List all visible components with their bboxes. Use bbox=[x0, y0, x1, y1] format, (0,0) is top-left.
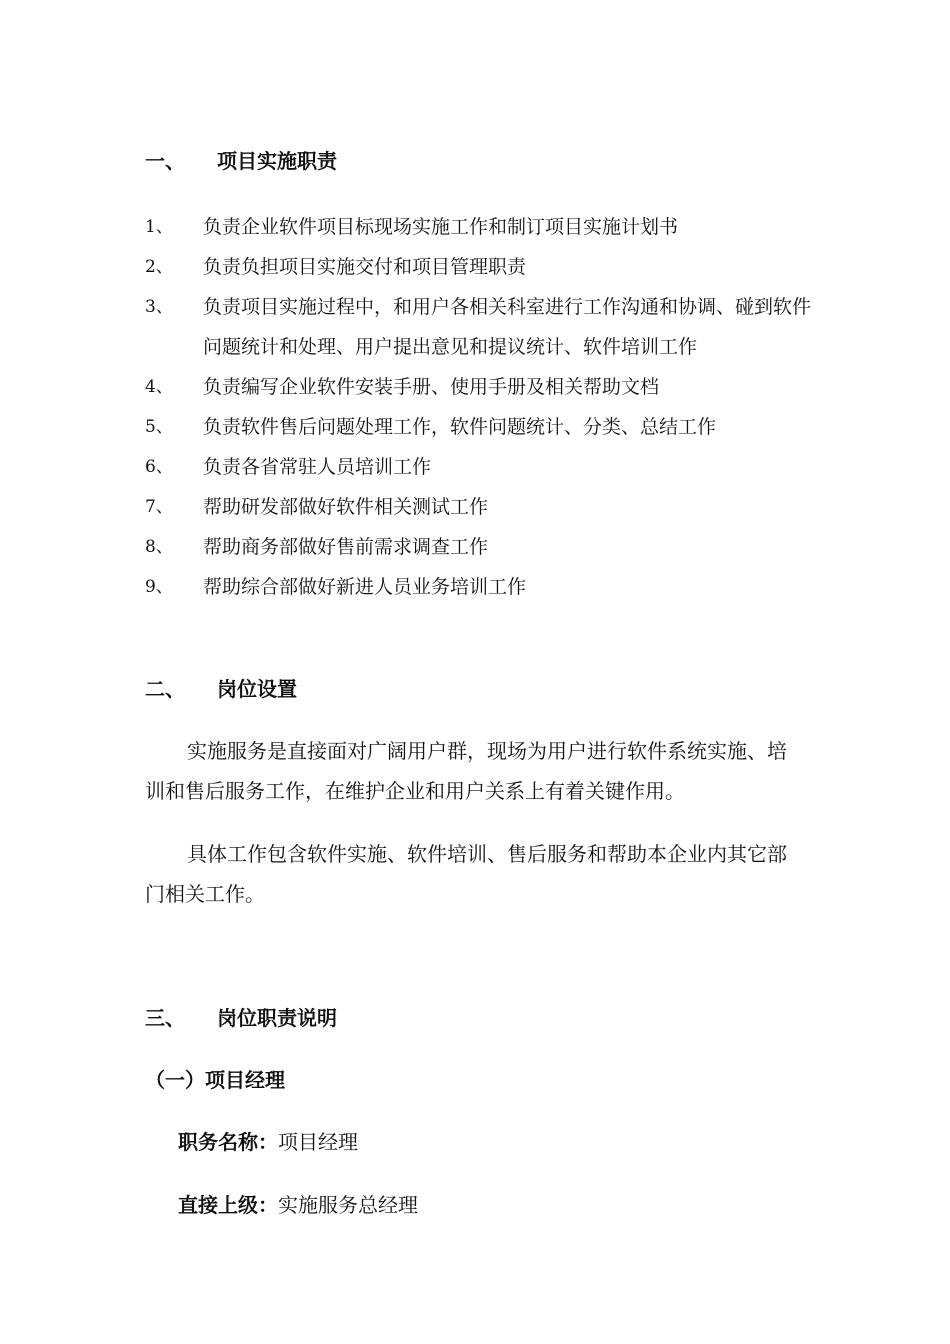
responsibility-list bbox=[145, 207, 825, 607]
list-item bbox=[145, 247, 825, 287]
section-3-number: 三、 bbox=[145, 1006, 185, 1030]
body-paragraph: 具体工作包含软件实施、软件培训、售后服务和帮助本企业内其它部门相关工作。 bbox=[145, 842, 787, 906]
list-item-index: 5、 bbox=[145, 417, 173, 437]
field-label: 职务名称： bbox=[178, 1130, 278, 1154]
list-item-text: 负责项目实施过程中，和用户各相关科室进行工作沟通和协调、碰到软件问题统计和处理、用户提出意见和提议统计、软件培训工作 bbox=[203, 296, 812, 358]
section-2-title: 岗位设置 bbox=[217, 677, 297, 701]
section-3-title: 岗位职责说明 bbox=[217, 1006, 337, 1030]
section-2-heading bbox=[145, 677, 297, 701]
list-item bbox=[145, 487, 825, 527]
job-title-field bbox=[178, 1130, 358, 1154]
list-item-index: 6、 bbox=[145, 457, 173, 477]
list-item-text: 负责编写企业软件安装手册、使用手册及相关帮助文档 bbox=[203, 376, 660, 398]
list-item bbox=[145, 567, 825, 607]
section-3-heading bbox=[145, 1006, 337, 1030]
list-item-text: 负责各省常驻人员培训工作 bbox=[203, 456, 432, 478]
section-1-heading bbox=[145, 149, 337, 173]
list-item bbox=[145, 447, 825, 487]
list-item-text: 帮助研发部做好软件相关测试工作 bbox=[203, 496, 489, 518]
list-item bbox=[145, 287, 825, 367]
section-1-number: 一、 bbox=[145, 149, 185, 173]
subsection-heading: （一）项目经理 bbox=[145, 1068, 285, 1092]
direct-supervisor-field bbox=[178, 1193, 418, 1217]
list-item-index: 3、 bbox=[145, 297, 173, 317]
list-item-index: 8、 bbox=[145, 537, 173, 557]
section-2-number: 二、 bbox=[145, 677, 185, 701]
list-item-index: 7、 bbox=[145, 497, 173, 517]
field-value: 实施服务总经理 bbox=[278, 1193, 418, 1217]
list-item-text: 负责负担项目实施交付和项目管理职责 bbox=[203, 256, 527, 278]
body-paragraph: 实施服务是直接面对广阔用户群，现场为用户进行软件系统实施、培训和售后服务工作，在维护企业和用户关系上有着关键作用。 bbox=[145, 739, 787, 803]
list-item bbox=[145, 407, 825, 447]
list-item-index: 9、 bbox=[145, 577, 173, 597]
list-item-index: 2、 bbox=[145, 257, 173, 277]
list-item bbox=[145, 207, 825, 247]
section-1-title: 项目实施职责 bbox=[217, 149, 337, 173]
list-item-index: 4、 bbox=[145, 377, 173, 397]
list-item-text: 负责企业软件项目标现场实施工作和制订项目实施计划书 bbox=[203, 216, 679, 238]
list-item-index: 1、 bbox=[145, 217, 173, 237]
list-item-text: 帮助综合部做好新进人员业务培训工作 bbox=[203, 576, 527, 598]
list-item-text: 帮助商务部做好售前需求调查工作 bbox=[203, 536, 489, 558]
field-value: 项目经理 bbox=[278, 1130, 358, 1154]
field-label: 直接上级： bbox=[178, 1193, 278, 1217]
list-item bbox=[145, 367, 825, 407]
list-item-text: 负责软件售后问题处理工作，软件问题统计、分类、总结工作 bbox=[203, 416, 717, 438]
list-item bbox=[145, 527, 825, 567]
